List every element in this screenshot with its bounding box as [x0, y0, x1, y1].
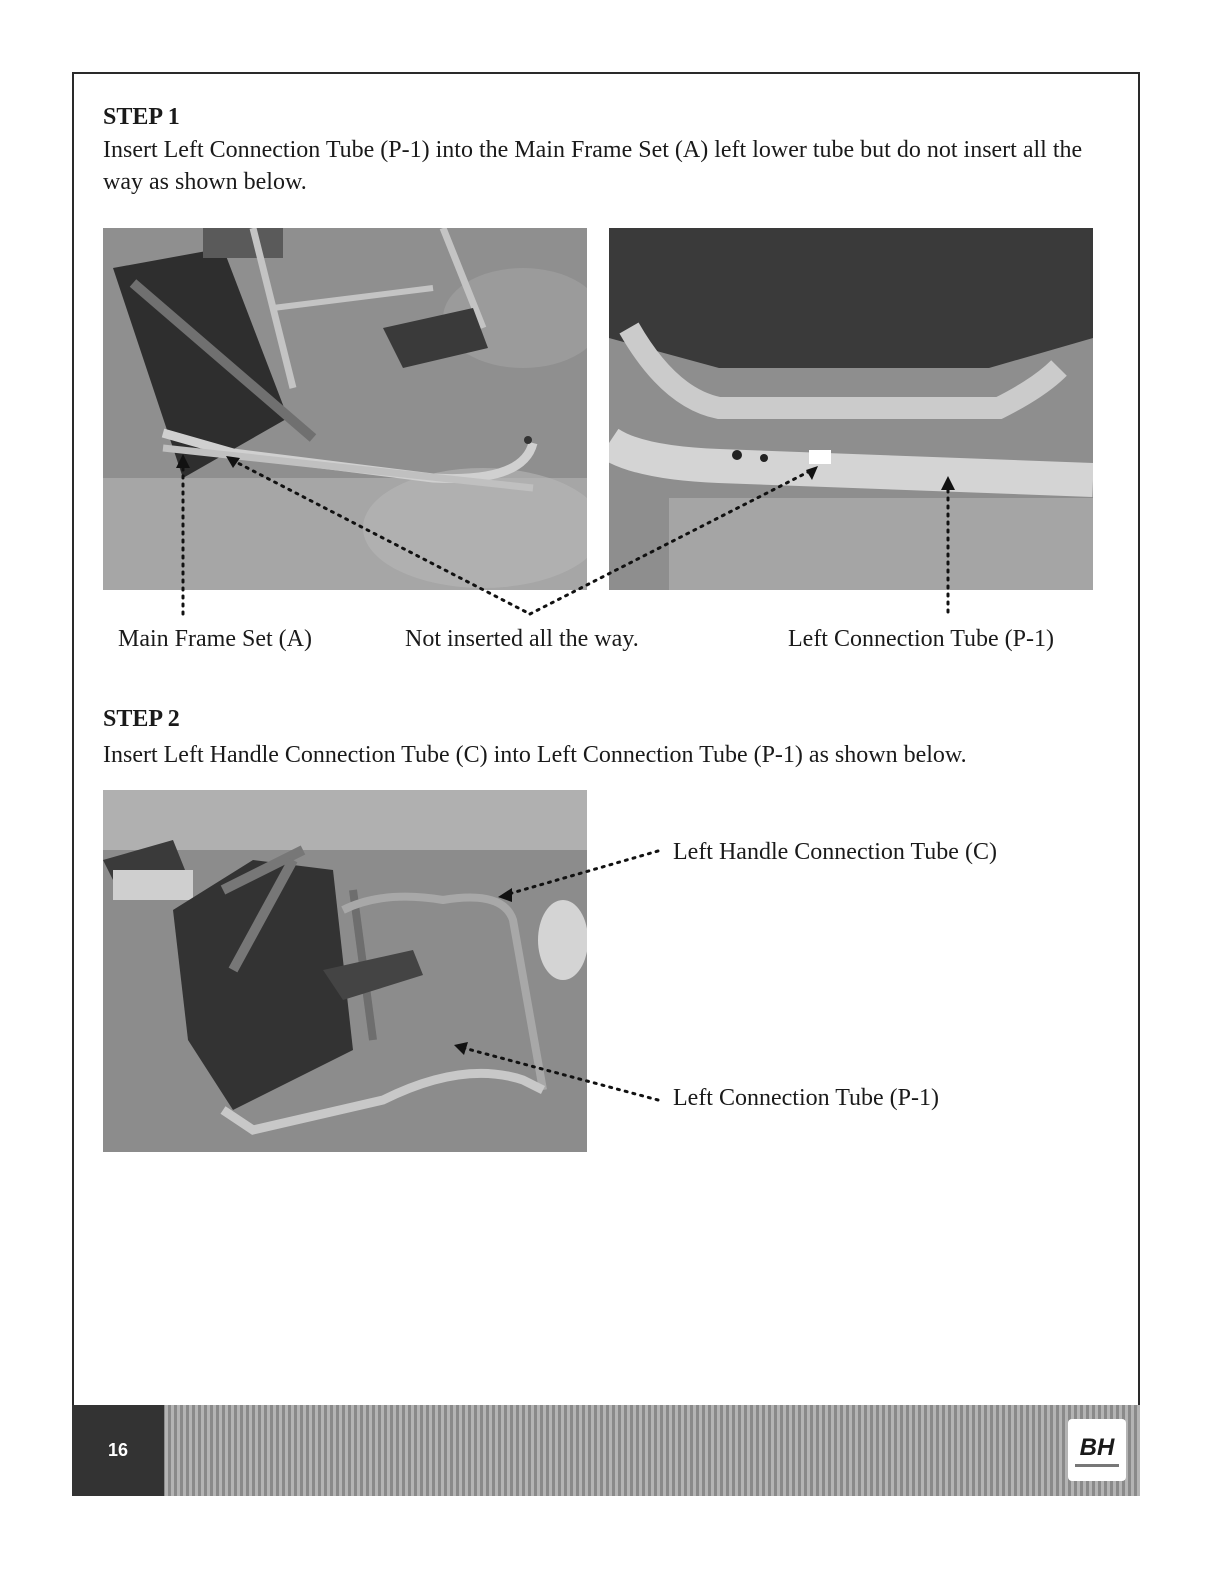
label-left-handle-connection-tube: Left Handle Connection Tube (C)	[673, 839, 997, 865]
label-not-inserted: Not inserted all the way.	[405, 626, 639, 652]
step-1-title: STEP 1	[103, 104, 180, 130]
label-main-frame: Main Frame Set (A)	[118, 626, 312, 652]
brand-logo-text: BH	[1079, 1433, 1115, 1461]
label-left-connection-tube-step2: Left Connection Tube (P-1)	[673, 1085, 939, 1111]
brand-logo-underline	[1075, 1464, 1119, 1467]
step-1-photo-right	[609, 228, 1093, 590]
step-2-title: STEP 2	[103, 706, 180, 732]
brand-logo	[1068, 1419, 1126, 1481]
step-1-photo-left	[103, 228, 587, 590]
label-left-connection-tube-step1: Left Connection Tube (P-1)	[788, 626, 1054, 652]
step-1-text: Insert Left Connection Tube (P-1) into the Main Frame Set (A) left lower tube but do not insert all the way as shown below.	[103, 137, 1083, 195]
page-number: 16	[72, 1405, 164, 1496]
step-2-photo	[103, 790, 587, 1152]
page-footer	[72, 1405, 1140, 1496]
step-2-text: Insert Left Handle Connection Tube (C) into Left Connection Tube (P-1) as shown below.	[103, 742, 967, 768]
